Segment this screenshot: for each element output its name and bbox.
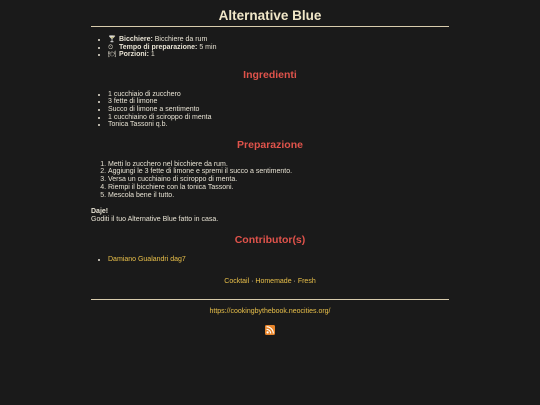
- meta-value: 1: [150, 51, 155, 59]
- tag-link-homemade[interactable]: Homemade: [255, 278, 292, 286]
- tag-list: [91, 278, 449, 286]
- recipe-meta-list: [91, 36, 449, 59]
- timer-icon: ⏲: [108, 43, 114, 51]
- ingredient-item: • 3 fette di limone: [108, 98, 449, 106]
- tag-separator: ·: [249, 278, 256, 286]
- title-divider: [91, 26, 449, 27]
- preparation-step: 3. Versa un cucchiaino di sciroppo di menta.: [108, 176, 449, 184]
- closing-text: Goditi il tuo Alternative Blue fatto in casa.: [91, 216, 219, 224]
- ingredient-item: • 1 cucchiaio di zucchero: [108, 91, 449, 99]
- preparation-steps: [91, 161, 449, 200]
- meta-label: Porzioni:: [118, 51, 149, 59]
- footer-divider: [91, 299, 449, 300]
- plate-icon: 🍽: [108, 51, 117, 59]
- meta-item-prep-time: [108, 44, 449, 52]
- tag-link-fresh[interactable]: Fresh: [297, 278, 316, 286]
- ingredients-heading: Ingredienti: [243, 68, 297, 81]
- page-title: Alternative Blue: [218, 8, 322, 23]
- preparation-heading: Preparazione: [237, 139, 303, 152]
- meta-item-servings: [108, 51, 449, 59]
- preparation-step: 4. Riempi il bicchiere con la tonica Tassoni.: [108, 184, 449, 192]
- ingredients-list: [91, 91, 449, 130]
- preparation-step: 1. Metti lo zucchero nel bicchiere da rum.: [108, 161, 449, 169]
- meta-value: Bicchiere da rum: [154, 35, 208, 43]
- contributors-list: [91, 256, 449, 264]
- tag-separator: ·: [291, 278, 298, 286]
- contributors-heading: Contributor(s): [234, 234, 306, 247]
- rss-feed-icon[interactable]: [265, 325, 275, 335]
- site-link[interactable]: https://cookingbythebook.neocities.org/: [209, 307, 331, 315]
- meta-label: Tempo di preparazione:: [118, 43, 198, 51]
- contributor-item: [108, 256, 449, 264]
- tag-link-cocktail[interactable]: Cocktail: [224, 278, 250, 286]
- meta-item-glass: [108, 36, 449, 44]
- recipe-page: [91, 0, 449, 335]
- contributor-link[interactable]: Damiano Gualandri dag7: [108, 255, 186, 263]
- preparation-step: 2. Aggiungi le 3 fette di limone e spremi il succo a sentimento.: [108, 168, 449, 176]
- ingredient-item: • 1 cucchiaino di sciroppo di menta: [108, 114, 449, 122]
- ingredient-item: • Succo di limone a sentimento: [108, 106, 449, 114]
- preparation-step: 5. Mescola bene il tutto.: [108, 192, 449, 200]
- rss-feed-icon-graphic: [265, 325, 275, 335]
- cocktail-glass-icon: 🍸: [108, 35, 117, 43]
- closing-note: [91, 208, 449, 224]
- meta-value: 5 min: [199, 43, 217, 51]
- closing-title: Daje!: [91, 208, 109, 216]
- ingredient-item: • Tonica Tassoni q.b.: [108, 121, 449, 129]
- meta-label: Bicchiere:: [118, 35, 153, 43]
- footer-site: [91, 308, 449, 316]
